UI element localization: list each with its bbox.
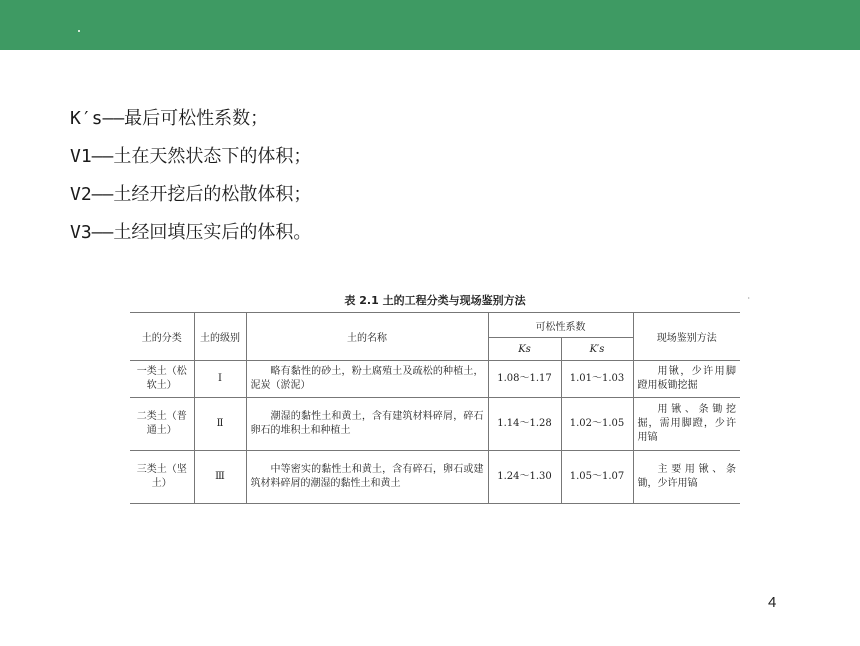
cell-ks: 1.24～1.30 [488, 451, 561, 504]
cell-method: 用锹，少许用脚蹬用板锄挖掘 [633, 361, 740, 398]
table-header-row [130, 313, 740, 338]
cell-ks-prime: 1.02～1.05 [561, 398, 633, 451]
cell-name: 潮湿的黏性土和黄土，含有建筑材料碎屑，碎石卵石的堆积土和种植土 [246, 398, 488, 451]
cell-name: 中等密实的黏性土和黄土，含有碎石，卵石或建筑材料碎屑的潮湿的黏性土和黄土 [246, 451, 488, 504]
cell-name: 略有黏性的砂土，粉土腐殖土及疏松的种植土，泥炭（淤泥） [246, 361, 488, 398]
cell-method: 主要用锹、条锄，少许用镐 [633, 451, 740, 504]
definition-ks: K′s——最后可松性系数； [70, 108, 269, 129]
table-row [130, 451, 740, 504]
cell-category: 二类土（普通土） [130, 398, 194, 451]
cell-ks: 1.14～1.28 [488, 398, 561, 451]
cell-grade: Ⅲ [194, 451, 246, 504]
header-ks-prime: K′s [561, 338, 633, 361]
cell-grade: Ⅰ [194, 361, 246, 398]
definitions-list [70, 100, 311, 252]
definition-v3: V3——土经回填压实后的体积。 [70, 222, 312, 243]
header-bar [0, 0, 860, 50]
definition-v2: V2——土经开挖后的松散体积； [70, 184, 312, 205]
header-coefficient: 可松性系数 [488, 313, 633, 338]
header-method: 现场鉴别方法 [633, 313, 740, 361]
cell-ks-prime: 1.05～1.07 [561, 451, 633, 504]
header-dot [78, 30, 80, 32]
cell-ks: 1.08～1.17 [488, 361, 561, 398]
table-row [130, 361, 740, 398]
cell-ks-prime: 1.01～1.03 [561, 361, 633, 398]
header-ks: Ks [488, 338, 561, 361]
title-mark: · [747, 294, 750, 303]
soil-classification-table-block [130, 290, 750, 504]
soil-classification-table [130, 312, 740, 504]
cell-category: 一类土（松软土） [130, 361, 194, 398]
header-grade: 土的级别 [194, 313, 246, 361]
cell-method: 用锹、条锄挖掘，需用脚蹬，少许用镐 [633, 398, 740, 451]
cell-grade: Ⅱ [194, 398, 246, 451]
header-category: 土的分类 [130, 313, 194, 361]
table-title: 表 2.1 土的工程分类与现场鉴别方法 [344, 294, 526, 307]
definition-v1: V1——土在天然状态下的体积； [70, 146, 312, 167]
table-row [130, 398, 740, 451]
cell-category: 三类土（坚土） [130, 451, 194, 504]
header-name: 土的名称 [246, 313, 488, 361]
page-number: 4 [768, 594, 777, 611]
